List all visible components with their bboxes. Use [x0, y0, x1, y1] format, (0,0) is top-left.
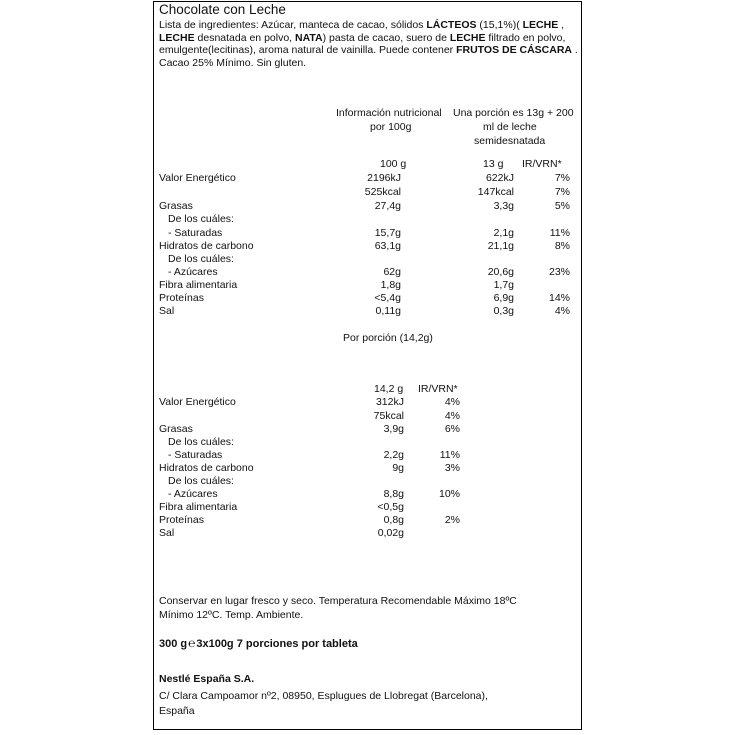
- value-per-100g: 63,1g: [374, 240, 401, 252]
- value-irvrn: 3%: [444, 462, 460, 474]
- allergen-text: LECHE: [159, 31, 195, 44]
- value-per-portion: 0,8g: [383, 514, 404, 526]
- value-per-portion: 2,1g: [493, 227, 514, 239]
- portions-text: 3x100g 7 porciones por tableta: [196, 638, 358, 650]
- table1-header-portion-line3: semidesnatada: [474, 135, 546, 147]
- value-per-100g: 62g: [383, 266, 401, 278]
- nutrient-label: Fibra alimentaria: [159, 501, 238, 513]
- nutrient-label: Sal: [159, 305, 175, 317]
- nutrient-label: De los cuáles:: [168, 475, 234, 487]
- value-per-100g: 525kcal: [364, 186, 401, 198]
- estimated-sign-icon: ℮: [188, 636, 196, 650]
- value-irvrn: 10%: [438, 488, 460, 500]
- value-irvrn: 7%: [554, 172, 570, 184]
- value-irvrn: 2%: [444, 514, 460, 526]
- net-weight: 300 g: [159, 638, 188, 650]
- ingredient-text: desnatada en polvo,: [194, 31, 296, 44]
- ingredient-text: filtrado en polvo, emulgente(lecitinas), aroma natural de vainilla. Puede contener: [159, 31, 566, 57]
- ingredient-text: ,: [558, 19, 565, 31]
- net-weight-line: [159, 636, 358, 650]
- value-per-100g: 1,8g: [380, 279, 401, 291]
- value-irvrn: 4%: [444, 396, 460, 408]
- value-irvrn: 23%: [548, 266, 570, 278]
- nutrient-label: Hidratos de carbono: [159, 240, 254, 252]
- allergen-text: LÁCTEOS: [426, 19, 477, 31]
- nutrient-label: Valor Energético: [159, 396, 236, 408]
- ingredient-text: ) pasta de cacao, suero de: [322, 31, 450, 44]
- nutrient-label: De los cuáles:: [168, 436, 234, 448]
- value-per-portion: 3,3g: [493, 200, 514, 212]
- value-irvrn: 8%: [554, 240, 570, 252]
- address-line1: C/ Clara Campoamor nº2, 08950, Esplugues de Llobregat (Barcelona),: [159, 690, 488, 702]
- table1-col-irvrn: IR/VRN*: [522, 158, 562, 170]
- value-irvrn: 4%: [554, 305, 570, 317]
- storage-line2: Mínimo 12ºC. Temp. Ambiente.: [159, 609, 304, 621]
- product-title: Chocolate con Leche: [159, 2, 286, 17]
- ingredient-text: Lista de ingredientes: Azúcar, manteca de cacao, sólidos: [159, 19, 427, 31]
- company-name: Nestlé España S.A.: [159, 673, 255, 685]
- nutrient-label: Proteínas: [159, 514, 204, 526]
- nutrient-label: - Azúcares: [168, 266, 218, 278]
- value-per-portion: 0,02g: [377, 527, 404, 539]
- value-per-100g: 0,11g: [375, 305, 401, 317]
- value-irvrn: 5%: [554, 200, 570, 212]
- nutrient-label: Proteínas: [159, 292, 204, 304]
- value-irvrn: 14%: [548, 292, 570, 304]
- table2-col-irvrn: IR/VRN*: [418, 383, 458, 395]
- value-per-100g: 27,4g: [374, 200, 401, 212]
- table1-header-portion-line1: Una porción es 13g + 200: [453, 107, 574, 119]
- value-irvrn: 11%: [439, 449, 460, 461]
- value-per-portion: 21,1g: [487, 240, 514, 252]
- value-per-portion: 622kJ: [485, 172, 514, 184]
- nutrient-label: Sal: [159, 527, 175, 539]
- table1-header-info-line2: por 100g: [370, 121, 412, 133]
- value-irvrn: 4%: [444, 410, 460, 422]
- value-per-portion: 75kcal: [373, 410, 404, 422]
- value-per-portion: 2,2g: [383, 449, 404, 461]
- nutrient-label: Grasas: [159, 423, 193, 435]
- address-line2: España: [159, 705, 195, 717]
- value-per-portion: 3,9g: [383, 423, 404, 435]
- nutrient-label: De los cuáles:: [168, 253, 234, 265]
- nutrient-label: De los cuáles:: [168, 213, 234, 225]
- value-irvrn: 11%: [549, 227, 570, 239]
- value-per-portion: 147kcal: [477, 186, 514, 198]
- ingredient-text: (15,1%)(: [476, 19, 523, 31]
- nutrient-label: Fibra alimentaria: [159, 279, 238, 291]
- value-per-100g: 2196kJ: [367, 172, 401, 184]
- nutrient-label: Valor Energético: [159, 172, 236, 184]
- nutrient-label: - Saturadas: [168, 227, 223, 239]
- table1-col-13g: 13 g: [483, 158, 504, 170]
- value-irvrn: 7%: [554, 186, 570, 198]
- allergen-text: NATA: [295, 31, 323, 44]
- nutrient-label: - Saturadas: [168, 449, 223, 461]
- ingredient-text: . Cacao 25% Mínimo. Sin gluten.: [159, 44, 578, 69]
- allergen-text: FRUTOS DE CÁSCARA: [456, 44, 572, 57]
- value-per-100g: <5,4g: [374, 292, 401, 304]
- table1-col-100g: 100 g: [380, 158, 407, 170]
- ingredients-list: [159, 19, 579, 69]
- nutrient-label: Hidratos de carbono: [159, 462, 254, 474]
- value-per-portion: 9g: [392, 462, 404, 474]
- value-per-portion: 312kJ: [375, 396, 404, 408]
- nutrient-label: - Azúcares: [168, 488, 218, 500]
- allergen-text: LECHE: [522, 19, 559, 31]
- value-per-portion: <0,5g: [377, 501, 404, 513]
- nutrient-label: Grasas: [159, 200, 193, 212]
- value-per-100g: 15,7g: [374, 227, 401, 239]
- table1-header-info-line1: Información nutricional: [336, 107, 442, 119]
- storage-line1: Conservar en lugar fresco y seco. Temperatura Recomendable Máximo 18ºC: [159, 595, 517, 607]
- value-per-portion: 1,7g: [493, 279, 514, 291]
- value-per-portion: 20,6g: [487, 266, 514, 278]
- table2-col-14g: 14,2 g: [374, 383, 404, 395]
- table1-header-portion-line2: ml de leche: [483, 121, 537, 133]
- value-per-portion: 8,8g: [383, 488, 404, 500]
- value-per-portion: 0,3g: [493, 305, 514, 317]
- value-per-portion: 6,9g: [493, 292, 514, 304]
- allergen-text: LECHE: [449, 31, 486, 44]
- table2-portion-title: Por porción (14,2g): [343, 332, 433, 344]
- value-irvrn: 6%: [444, 423, 460, 435]
